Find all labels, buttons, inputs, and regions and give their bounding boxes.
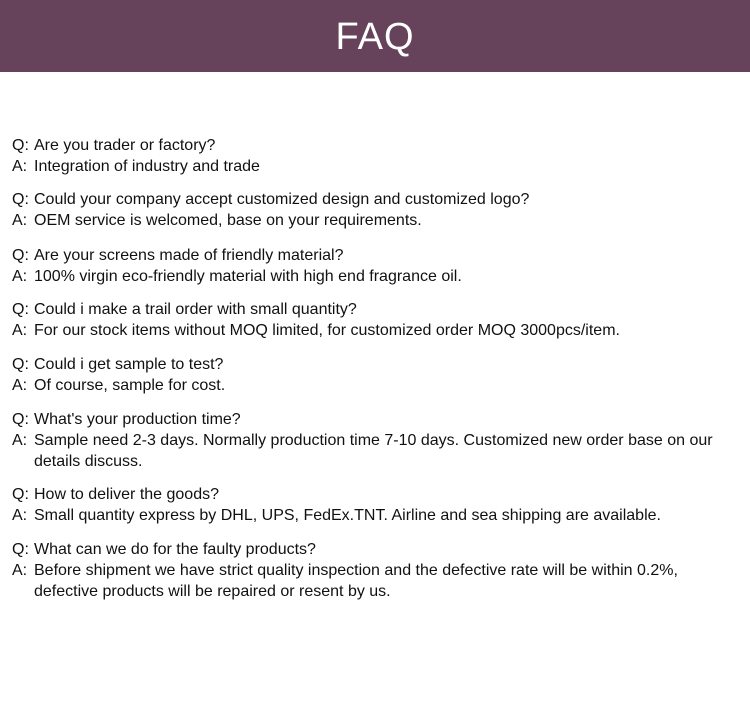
faq-question bbox=[12, 484, 742, 505]
answer-text: OEM service is welcomed, base on your requirements. bbox=[34, 212, 422, 229]
answer-text: For our stock items without MOQ limited, for customized order MOQ 3000pcs/item. bbox=[34, 322, 620, 339]
faq-item bbox=[12, 245, 742, 287]
faq-answer bbox=[12, 210, 742, 231]
answer-text: Of course, sample for cost. bbox=[34, 377, 226, 394]
answer-prefix: A: bbox=[12, 158, 28, 175]
answer-prefix: A: bbox=[12, 432, 28, 449]
question-text: Could i get sample to test? bbox=[34, 356, 224, 373]
question-prefix: Q: bbox=[12, 247, 29, 264]
faq-item bbox=[12, 135, 742, 177]
faq-answer bbox=[12, 430, 742, 472]
faq-banner bbox=[0, 0, 750, 72]
faq-answer bbox=[12, 560, 742, 602]
faq-answer bbox=[12, 320, 742, 341]
answer-text: Integration of industry and trade bbox=[34, 158, 260, 175]
faq-answer bbox=[12, 505, 742, 526]
question-prefix: Q: bbox=[12, 486, 29, 503]
faq-item bbox=[12, 299, 742, 341]
faq-question bbox=[12, 299, 742, 320]
question-prefix: Q: bbox=[12, 356, 29, 373]
answer-text: 100% virgin eco-friendly material with high end fragrance oil. bbox=[34, 268, 462, 285]
page-title: FAQ bbox=[335, 16, 415, 58]
faq-item bbox=[12, 354, 742, 396]
faq-item bbox=[12, 484, 742, 526]
answer-prefix: A: bbox=[12, 212, 28, 229]
faq-question bbox=[12, 189, 742, 210]
question-prefix: Q: bbox=[12, 301, 29, 318]
faq-answer bbox=[12, 375, 742, 396]
question-text: Are your screens made of friendly material? bbox=[34, 247, 344, 264]
answer-prefix: A: bbox=[12, 377, 28, 394]
question-prefix: Q: bbox=[12, 411, 29, 428]
faq-item bbox=[12, 189, 742, 231]
question-text: How to deliver the goods? bbox=[34, 486, 219, 503]
question-text: What can we do for the faulty products? bbox=[34, 541, 316, 558]
faq-question bbox=[12, 539, 742, 560]
faq-item bbox=[12, 539, 742, 602]
faq-answer bbox=[12, 156, 742, 177]
question-text: Could your company accept customized design and customized logo? bbox=[34, 191, 530, 208]
faq-answer bbox=[12, 266, 742, 287]
faq-question bbox=[12, 135, 742, 156]
answer-text: Small quantity express by DHL, UPS, FedEx.TNT. Airline and sea shipping are available. bbox=[34, 507, 661, 524]
faq-question bbox=[12, 409, 742, 430]
question-text: What's your production time? bbox=[34, 411, 241, 428]
faq-question bbox=[12, 354, 742, 375]
question-prefix: Q: bbox=[12, 191, 29, 208]
answer-prefix: A: bbox=[12, 507, 28, 524]
answer-prefix: A: bbox=[12, 562, 28, 579]
question-prefix: Q: bbox=[12, 137, 29, 154]
answer-prefix: A: bbox=[12, 322, 28, 339]
answer-text: Before shipment we have strict quality inspection and the defective rate will be within 0.2%, defective products will be repaired or resent by us. bbox=[34, 562, 678, 600]
answer-prefix: A: bbox=[12, 268, 28, 285]
question-text: Are you trader or factory? bbox=[34, 137, 216, 154]
faq-question bbox=[12, 245, 742, 266]
question-prefix: Q: bbox=[12, 541, 29, 558]
faq-item bbox=[12, 409, 742, 472]
question-text: Could i make a trail order with small quantity? bbox=[34, 301, 357, 318]
answer-text: Sample need 2-3 days. Normally production time 7-10 days. Customized new order base on our details discuss. bbox=[34, 432, 713, 470]
